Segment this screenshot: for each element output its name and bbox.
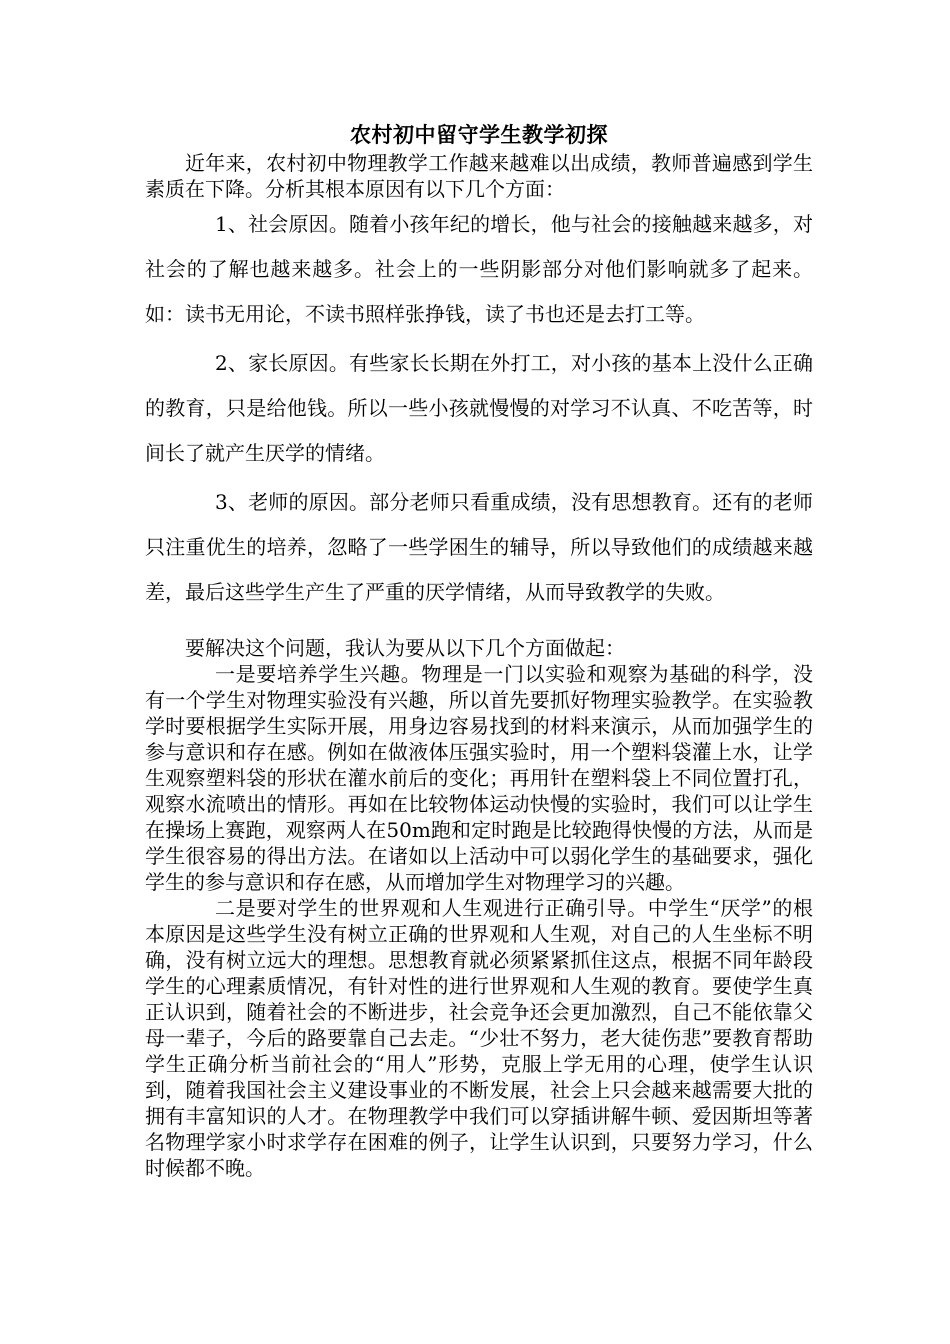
solution-paragraph-2: 二是要对学生的世界观和人生观进行正确引导。中学生“厌学”的根本原因是这些学生没有树立正确的世界观和人生观，对自己的人生坐标不明确，没有树立远大的理想。思想教育就必须紧紧抓住这点，根据不同年龄段学生的心理素质情况，有针对性的进行世界观和人生观的教育。要使学生真正认识到，随着社会的不断进步，社会竞争还会更加激烈，自己不能依靠父母一辈子，今后的路要靠自己去走。“少壮不努力，老大徒伤悲”要教育帮助学生正确分析当前社会的“用人”形势，克服上学无用的心理，使学生认识到，随着我国社会主义建设事业的不断发展，社会上只会越来越需要大批的拥有丰富知识的人才。在物理教学中我们可以穿插讲解牛顿、爱因斯坦等著名物理学家小时求学存在困难的例子，让学生认识到，只要努力学习，什么时候都不晚。 (145, 896, 813, 1180)
solution-intro-paragraph: 要解决这个问题，我认为要从以下几个方面做起： (185, 636, 625, 660)
intro-paragraph: 近年来，农村初中物理教学工作越来越难以出成绩，教师普遍感到学生素质在下降。分析其根本原因有以下几个方面： (145, 151, 813, 201)
reason-paragraph-3: 3、老师的原因。部分老师只看重成绩，没有思想教育。还有的老师只注重优生的培养，忽略了一些学困生的辅导，所以导致他们的成绩越来越差，最后这些学生产生了严重的厌学情绪，从而导致教学的失败。 (145, 490, 813, 604)
reason-paragraph-1: 1、社会原因。随着小孩年纪的增长，他与社会的接触越来越多，对社会的了解也越来越多。社会上的一些阴影部分对他们影响就多了起来。如：读书无用论，不读书照样张挣钱，读了书也还是去打工等。 (145, 212, 813, 326)
document-title: 农村初中留守学生教学初探 (350, 122, 608, 147)
solution-paragraph-1: 一是要培养学生兴趣。物理是一门以实验和观察为基础的科学，没有一个学生对物理实验没有兴趣，所以首先要抓好物理实验教学。在实验教学时要根据学生实际开展，用身边容易找到的材料来演示，从而加强学生的参与意识和存在感。例如在做液体压强实验时，用一个塑料袋灌上水，让学生观察塑料袋的形状在灌水前后的变化；再用针在塑料袋上不同位置打孔，观察水流喷出的情形。再如在比较物体运动快慢的实验时，我们可以让学生在操场上赛跑，观察两人在50m跑和定时跑是比较跑得快慢的方法，从而是学生很容易的得出方法。在诸如以上活动中可以弱化学生的基础要求，强化学生的参与意识和存在感，从而增加学生对物理学习的兴趣。 (145, 662, 813, 894)
reason-paragraph-2: 2、家长原因。有些家长长期在外打工，对小孩的基本上没什么正确的教育，只是给他钱。所以一些小孩就慢慢的对学习不认真、不吃苦等，时间长了就产生厌学的情绪。 (145, 351, 813, 465)
document-page (145, 120, 813, 1181)
